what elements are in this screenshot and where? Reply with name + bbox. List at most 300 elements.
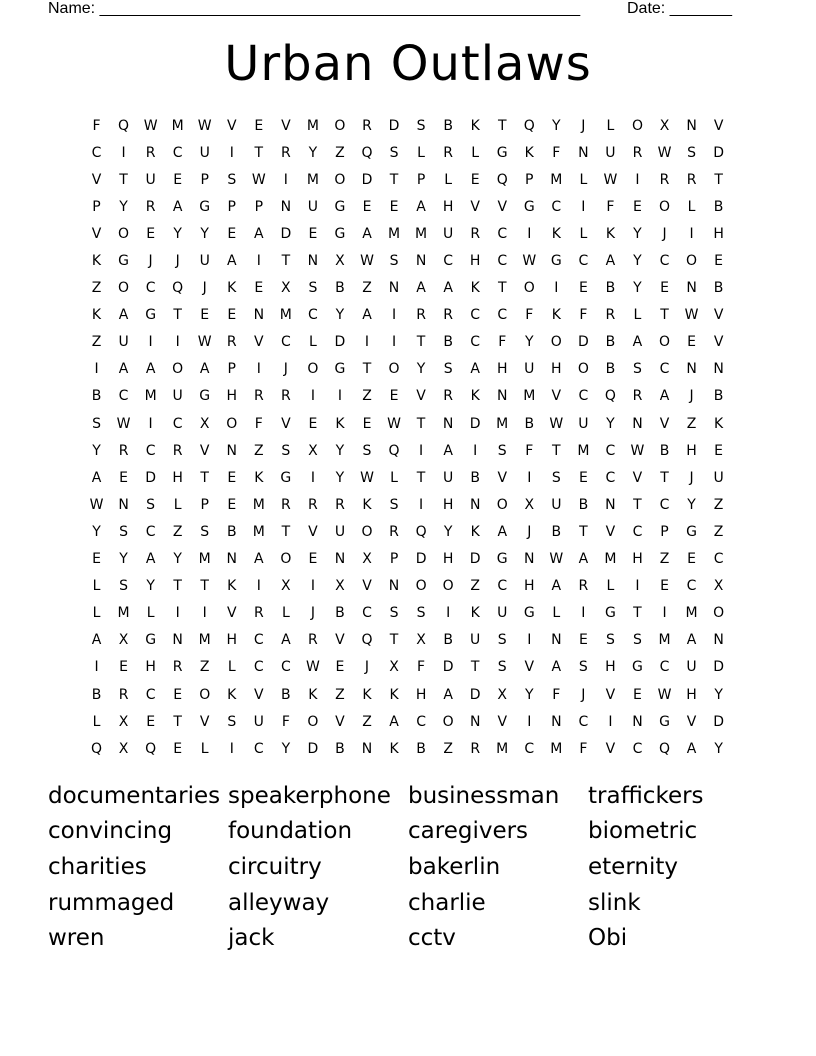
grid-letter: V (91, 225, 102, 242)
grid-letter: V (686, 713, 697, 730)
grid-letter: T (173, 713, 182, 730)
grid-letter: O (118, 280, 130, 297)
grid-letter: Y (335, 307, 345, 324)
grid-letter: A (362, 225, 372, 242)
grid-letter: Y (606, 415, 615, 432)
grid-letter: I (337, 388, 343, 405)
grid-letter: M (117, 605, 130, 622)
grid-letter: W (657, 144, 672, 161)
grid-letter: Y (524, 686, 534, 703)
grid-letter: E (146, 713, 156, 730)
grid-letter: A (199, 361, 210, 378)
grid-letter: E (173, 171, 183, 188)
grid-letter: M (306, 117, 319, 134)
grid-row (83, 410, 733, 437)
grid-letter: F (525, 442, 534, 459)
grid-letter: I (310, 388, 315, 405)
grid-letter: W (387, 415, 401, 432)
grid-letter: E (227, 307, 237, 324)
grid-letter: G (334, 198, 346, 215)
grid-letter: T (633, 605, 642, 622)
grid-letter: A (443, 280, 453, 297)
grid-letter: V (335, 632, 345, 649)
grid-letter: W (360, 253, 374, 270)
grid-letter: S (497, 632, 507, 649)
grid-letter: H (442, 551, 454, 568)
grid-letter: E (714, 442, 724, 459)
grid-letter: U (578, 415, 589, 432)
grid-letter: Z (362, 280, 372, 297)
grid-letter: I (391, 307, 397, 324)
grid-row (83, 491, 733, 518)
word-list-item: alleyway (228, 889, 330, 916)
grid-letter: P (200, 496, 209, 513)
grid-letter: V (713, 307, 724, 324)
grid-row (83, 302, 733, 329)
grid-letter: R (145, 198, 156, 215)
grid-letter: E (173, 686, 183, 703)
grid-letter: T (362, 361, 372, 378)
grid-letter: K (308, 686, 318, 703)
grid-letter: M (198, 632, 211, 649)
grid-letter: O (496, 496, 508, 513)
grid-letter: D (713, 713, 724, 730)
grid-letter: V (281, 117, 291, 134)
grid-letter: H (686, 686, 697, 703)
grid-letter: R (118, 442, 129, 459)
grid-letter: E (92, 551, 101, 568)
grid-row (83, 627, 733, 654)
grid-letter: V (524, 659, 535, 676)
grid-letter: X (497, 686, 508, 703)
grid-letter: W (549, 551, 564, 568)
grid-letter: C (524, 740, 535, 757)
grid-row (83, 356, 733, 383)
grid-letter: Z (713, 523, 724, 540)
grid-letter: D (713, 659, 724, 676)
grid-letter: L (552, 605, 561, 622)
grid-letter: V (226, 117, 237, 134)
grid-letter: U (686, 659, 697, 676)
grid-letter: X (199, 415, 210, 432)
grid-letter: Y (714, 686, 723, 703)
grid-letter: F (498, 334, 507, 351)
grid-letter: X (118, 740, 129, 757)
grid-letter: E (308, 551, 318, 568)
word-list-item: wren (48, 925, 105, 952)
word-list-item: foundation (228, 818, 353, 845)
grid-letter: A (551, 659, 562, 676)
grid-letter: C (551, 198, 562, 215)
grid-letter: R (118, 686, 129, 703)
grid-letter: D (469, 551, 481, 568)
grid-letter: U (470, 632, 481, 649)
grid-letter: I (527, 632, 532, 649)
grid-letter: N (605, 496, 616, 513)
grid-letter: A (443, 686, 453, 703)
grid-letter: N (469, 496, 481, 513)
grid-letter: B (443, 117, 453, 134)
grid-letter: U (334, 523, 346, 540)
grid-letter: W (116, 415, 131, 432)
grid-letter: B (443, 334, 453, 351)
grid-letter: C (659, 496, 670, 513)
grid-letter: L (281, 605, 290, 622)
grid-letter: C (172, 144, 183, 161)
grid-letter: M (550, 740, 563, 757)
grid-letter: K (524, 144, 534, 161)
grid-letter: A (443, 442, 453, 459)
grid-letter: I (608, 713, 613, 730)
grid-letter: O (334, 171, 346, 188)
grid-letter: T (470, 659, 480, 676)
grid-letter: W (603, 171, 618, 188)
grid-letter: Z (91, 280, 102, 297)
grid-letter: K (551, 307, 561, 324)
grid-letter: Y (633, 253, 642, 270)
grid-letter: A (118, 307, 129, 324)
grid-letter: U (443, 469, 454, 486)
grid-letter: A (605, 253, 616, 270)
grid-letter: C (497, 253, 508, 270)
grid-letter: A (226, 253, 237, 270)
grid-letter: G (199, 198, 211, 215)
word-list-item: biometric (588, 818, 698, 845)
grid-letter: Z (686, 415, 697, 432)
grid-letter: E (660, 578, 669, 595)
grid-letter: R (632, 144, 643, 161)
grid-letter: X (281, 578, 291, 595)
grid-letter: K (254, 469, 264, 486)
grid-letter: L (633, 307, 642, 324)
grid-letter: H (172, 469, 183, 486)
grid-letter: Q (496, 171, 508, 188)
grid-letter: P (92, 198, 101, 215)
grid-letter: I (175, 605, 180, 622)
grid-letter: Q (172, 280, 184, 297)
grid-letter: L (471, 144, 480, 161)
grid-letter: X (308, 442, 318, 459)
grid-letter: E (146, 225, 156, 242)
grid-letter: O (713, 605, 725, 622)
grid-letter: K (470, 280, 480, 297)
word-list-row (48, 778, 788, 814)
grid-row (83, 464, 733, 491)
grid-letter: K (91, 253, 102, 270)
grid-letter: N (253, 307, 265, 324)
grid-letter: Z (335, 686, 345, 703)
grid-letter: S (119, 523, 129, 540)
grid-letter: N (551, 632, 562, 649)
grid-letter: I (527, 225, 532, 242)
grid-letter: E (335, 659, 345, 676)
grid-letter: Z (362, 713, 372, 730)
grid-row (83, 166, 733, 193)
grid-letter: E (578, 632, 588, 649)
grid-letter: T (660, 469, 669, 486)
grid-letter: Q (145, 740, 157, 757)
grid-letter: C (578, 253, 589, 270)
grid-letter: A (686, 740, 697, 757)
word-list-row (48, 920, 788, 956)
grid-letter: C (470, 307, 481, 324)
grid-letter: N (686, 117, 697, 134)
grid-letter: U (307, 198, 319, 215)
grid-letter: I (662, 605, 667, 622)
grid-letter: C (497, 225, 508, 242)
grid-letter: V (605, 740, 616, 757)
grid-letter: O (577, 361, 589, 378)
grid-letter: G (496, 144, 508, 161)
grid-letter: N (578, 144, 589, 161)
grid-letter: O (388, 361, 400, 378)
grid-letter: T (119, 171, 128, 188)
grid-letter: S (551, 469, 561, 486)
grid-letter: A (659, 388, 670, 405)
grid-letter: M (144, 388, 157, 405)
grid-letter: E (714, 253, 724, 270)
grid-letter: E (227, 496, 237, 513)
grid-letter: H (415, 686, 427, 703)
grid-letter: A (470, 361, 480, 378)
grid-letter: K (605, 225, 615, 242)
grid-letter: H (605, 659, 616, 676)
grid-letter: R (226, 334, 237, 351)
grid-letter: J (689, 388, 694, 405)
grid-letter: G (632, 659, 643, 676)
grid-letter: O (442, 578, 454, 595)
grid-letter: S (443, 361, 453, 378)
grid-letter: E (687, 551, 696, 568)
grid-letter: Y (119, 198, 128, 215)
grid-letter: T (281, 253, 291, 270)
grid-letter: M (685, 605, 698, 622)
grid-letter: E (660, 280, 669, 297)
grid-letter: V (281, 415, 291, 432)
grid-letter: I (689, 225, 694, 242)
grid-letter: U (199, 253, 210, 270)
word-list-item: bakerlin (408, 853, 501, 880)
grid-letter: W (197, 117, 212, 134)
grid-letter: N (361, 740, 373, 757)
grid-letter: I (283, 171, 288, 188)
grid-letter: S (497, 442, 507, 459)
grid-letter: G (334, 225, 346, 242)
grid-letter: D (577, 334, 589, 351)
grid-letter: K (470, 388, 480, 405)
grid-letter: K (470, 117, 480, 134)
grid-letter: D (334, 334, 346, 351)
word-list-item: jack (228, 925, 275, 952)
grid-letter: I (256, 361, 261, 378)
grid-letter: L (444, 171, 453, 188)
grid-letter: Y (633, 225, 642, 242)
grid-letter: Y (687, 496, 696, 513)
word-list-item: charlie (408, 889, 486, 916)
grid-letter: I (121, 144, 126, 161)
grid-letter: D (145, 469, 156, 486)
grid-letter: H (442, 496, 454, 513)
grid-letter: U (497, 605, 508, 622)
grid-letter: E (119, 659, 128, 676)
grid-letter: Q (415, 523, 427, 540)
grid-row (83, 220, 733, 247)
grid-letter: A (254, 551, 264, 568)
grid-letter: M (604, 551, 617, 568)
grid-letter: C (659, 659, 670, 676)
grid-letter: F (579, 740, 588, 757)
grid-letter: J (662, 225, 667, 242)
grid-letter: R (686, 171, 697, 188)
grid-letter: C (91, 144, 102, 161)
grid-letter: M (171, 117, 184, 134)
grid-letter: L (417, 144, 425, 161)
grid-letter: N (686, 361, 697, 378)
grid-letter: S (633, 632, 642, 649)
grid-letter: E (308, 415, 318, 432)
grid-letter: L (606, 578, 615, 595)
grid-letter: A (416, 280, 426, 297)
grid-letter: N (524, 551, 535, 568)
grid-letter: I (581, 605, 586, 622)
grid-letter: Z (443, 740, 453, 757)
grid-letter: O (442, 713, 454, 730)
grid-letter: E (389, 198, 399, 215)
word-list-item: documentaries (48, 782, 221, 809)
grid-letter: L (606, 117, 615, 134)
grid-letter: N (388, 280, 400, 297)
grid-letter: E (633, 686, 642, 703)
grid-letter: D (388, 117, 400, 134)
grid-letter: O (199, 686, 211, 703)
grid-letter: I (554, 280, 559, 297)
grid-letter: F (417, 659, 426, 676)
grid-letter: M (198, 551, 211, 568)
grid-letter: R (578, 578, 589, 595)
grid-letter: Z (659, 551, 670, 568)
grid-letter: C (659, 361, 670, 378)
grid-letter: N (442, 415, 454, 432)
grid-letter: T (200, 469, 209, 486)
grid-letter: L (308, 334, 317, 351)
grid-letter: C (713, 551, 724, 568)
grid-letter: O (307, 713, 319, 730)
word-list-row (48, 849, 788, 885)
grid-letter: J (202, 280, 207, 297)
grid-letter: A (145, 361, 156, 378)
grid-letter: M (252, 496, 265, 513)
grid-letter: N (713, 361, 724, 378)
grid-letter: Z (713, 496, 724, 513)
grid-letter: G (145, 307, 157, 324)
grid-letter: X (362, 551, 372, 568)
grid-letter: V (632, 469, 643, 486)
grid-letter: T (552, 442, 561, 459)
grid-letter: N (496, 388, 508, 405)
grid-letter: J (283, 361, 288, 378)
grid-row (83, 193, 733, 220)
grid-letter: C (145, 523, 156, 540)
grid-letter: A (281, 632, 291, 649)
grid-letter: F (281, 713, 290, 730)
grid-letter: M (550, 171, 563, 188)
grid-row (83, 546, 733, 573)
grid-letter: Y (92, 523, 101, 540)
grid-letter: P (227, 198, 236, 215)
grid-letter: Y (281, 740, 291, 757)
grid-letter: K (335, 415, 345, 432)
grid-letter: W (522, 253, 537, 270)
grid-letter: N (388, 578, 400, 595)
grid-letter: K (389, 686, 399, 703)
grid-letter: B (335, 280, 345, 297)
grid-letter: N (686, 280, 697, 297)
grid-letter: O (686, 253, 698, 270)
grid-letter: W (684, 307, 699, 324)
grid-letter: K (362, 496, 372, 513)
word-list-item: traffickers (588, 782, 704, 809)
grid-letter: V (91, 171, 102, 188)
grid-letter: I (148, 415, 153, 432)
grid-letter: K (227, 578, 237, 595)
grid-letter: O (523, 280, 535, 297)
letter-grid (83, 112, 733, 762)
grid-letter: S (362, 442, 372, 459)
grid-letter: E (119, 469, 128, 486)
grid-letter: L (687, 198, 696, 215)
grid-letter: X (524, 496, 535, 513)
grid-letter: B (659, 442, 670, 459)
grid-letter: W (89, 496, 104, 513)
grid-letter: Z (470, 578, 480, 595)
grid-letter: S (227, 171, 237, 188)
grid-letter: Q (523, 117, 535, 134)
grid-letter: A (254, 225, 264, 242)
grid-letter: L (390, 469, 398, 486)
grid-letter: V (497, 469, 508, 486)
grid-letter: T (497, 280, 507, 297)
grid-letter: I (419, 442, 424, 459)
grid-letter: I (310, 469, 315, 486)
grid-letter: S (633, 361, 642, 378)
grid-letter: V (254, 686, 264, 703)
grid-letter: U (713, 469, 724, 486)
grid-letter: K (362, 686, 372, 703)
grid-letter: J (310, 605, 315, 622)
grid-letter: Y (335, 469, 345, 486)
grid-letter: G (523, 605, 535, 622)
grid-letter: X (118, 632, 129, 649)
grid-letter: Y (443, 523, 453, 540)
grid-letter: M (387, 225, 401, 242)
grid-letter: T (714, 171, 723, 188)
grid-letter: J (689, 469, 694, 486)
grid-letter: Z (254, 442, 264, 459)
grid-letter: A (551, 578, 562, 595)
grid-letter: V (497, 713, 508, 730)
grid-letter: G (199, 388, 211, 405)
grid-letter: N (415, 253, 427, 270)
grid-letter: D (713, 144, 724, 161)
grid-letter: C (280, 659, 291, 676)
grid-letter: L (92, 713, 101, 730)
grid-letter: Z (91, 334, 102, 351)
grid-letter: M (279, 307, 292, 324)
grid-letter: I (635, 578, 640, 595)
grid-letter: R (308, 632, 318, 649)
grid-row (83, 681, 733, 708)
grid-letter: I (473, 442, 478, 459)
